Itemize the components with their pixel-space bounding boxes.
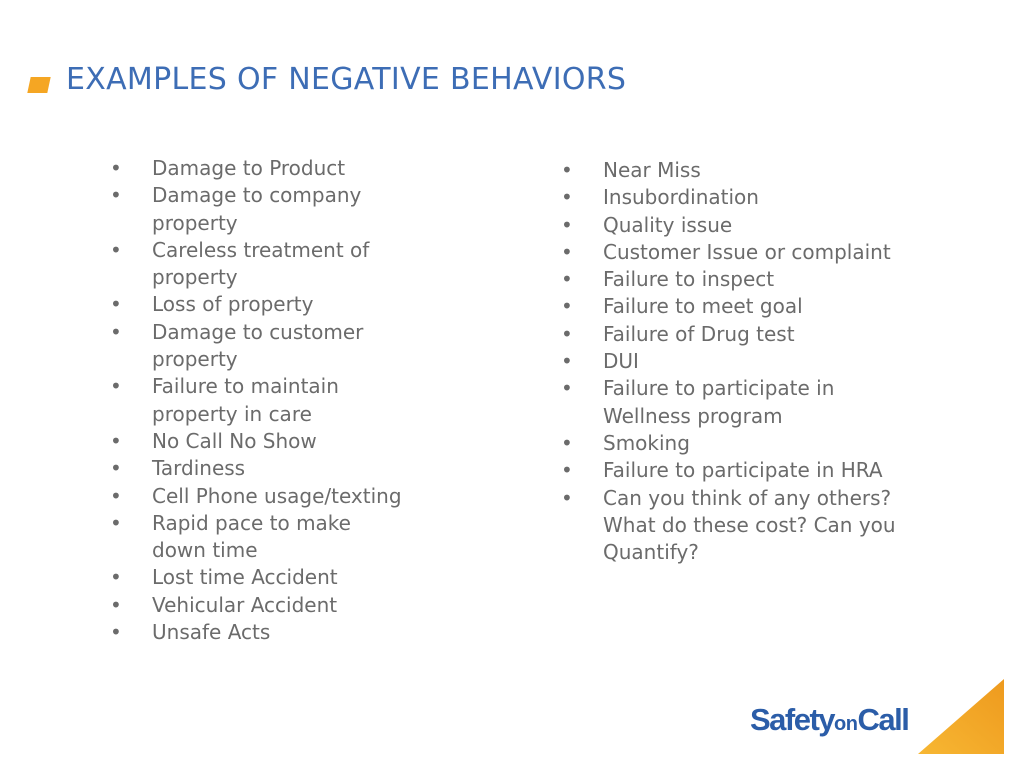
list-item-text: Quality issue (603, 212, 733, 237)
logo-text-safety: Safety (750, 702, 835, 737)
list-item (561, 321, 901, 348)
list-item-text: Careless treatment of property (152, 237, 370, 290)
list-item-text: Failure to maintain property in care (152, 374, 339, 426)
list-item (110, 483, 410, 510)
list-item-text: Tardiness (152, 456, 246, 481)
bullet-icon: • (110, 156, 122, 180)
list-item (561, 293, 901, 320)
right-bullet-list (561, 157, 901, 566)
list-item (561, 457, 901, 484)
bullet-icon: • (561, 239, 573, 264)
bullet-icon: • (110, 620, 122, 645)
list-item (110, 237, 410, 292)
list-item-text: Failure of Drug test (603, 321, 795, 346)
list-item (110, 455, 410, 482)
bullet-icon: • (561, 321, 573, 346)
bullet-icon: • (561, 376, 573, 401)
safetyoncall-logo (750, 704, 908, 735)
bullet-icon: • (561, 185, 573, 210)
list-item-text: Cell Phone usage/texting (152, 483, 402, 508)
list-item-text: Failure to inspect (603, 267, 775, 292)
list-item-text: Insubordination (603, 185, 759, 210)
bullet-icon: • (110, 592, 122, 617)
bullet-icon: • (110, 456, 122, 481)
bullet-icon: • (561, 294, 573, 319)
list-item-text: Failure to meet goal (603, 294, 803, 319)
bullet-icon: • (110, 183, 122, 208)
bullet-icon: • (110, 374, 122, 399)
list-item (110, 182, 410, 237)
bullet-icon: • (110, 319, 122, 344)
left-bullet-list (110, 155, 410, 646)
list-item-text: Rapid pace to make down time (152, 510, 351, 563)
list-item-text: Failure to participate in Wellness program (603, 376, 835, 428)
list-item (561, 485, 901, 567)
list-item-text: DUI (603, 349, 639, 374)
title-marker-icon (27, 77, 50, 93)
list-item (110, 155, 410, 182)
list-item-text: Failure to participate in HRA (603, 458, 883, 483)
list-item (561, 375, 901, 430)
list-item (561, 239, 901, 266)
list-item (561, 348, 901, 375)
list-item (110, 564, 410, 591)
logo-text-on: on (834, 713, 858, 735)
slide-title: EXAMPLES OF NEGATIVE BEHAVIORS (66, 62, 627, 97)
bullet-icon: • (561, 485, 573, 510)
corner-triangle-icon (918, 679, 1004, 754)
list-item (561, 184, 901, 211)
bullet-icon: • (561, 349, 573, 374)
list-item (561, 157, 901, 184)
list-item-text: Customer Issue or complaint (603, 239, 891, 264)
list-item-text: Unsafe Acts (152, 620, 271, 645)
list-item-text: Can you think of any others? What do these cost? Can you Quantify? (603, 485, 896, 565)
list-item (110, 319, 410, 374)
list-item (110, 619, 410, 646)
bullet-icon: • (110, 237, 122, 262)
bullet-icon: • (561, 430, 573, 455)
list-item-text: Lost time Accident (152, 565, 338, 590)
list-item-text: Near Miss (603, 158, 701, 182)
logo-text-call: Call (857, 702, 909, 737)
list-item-text: Damage to customer property (152, 319, 364, 372)
bullet-icon: • (110, 510, 122, 535)
bullet-icon: • (110, 483, 122, 508)
bullet-icon: • (561, 458, 573, 483)
list-item-text: Vehicular Accident (152, 592, 338, 617)
bullet-icon: • (110, 292, 122, 317)
bullet-icon: • (561, 212, 573, 237)
list-item (110, 428, 410, 455)
list-item-text: Smoking (603, 430, 690, 455)
bullet-icon: • (110, 565, 122, 590)
list-item (561, 430, 901, 457)
list-item (561, 212, 901, 239)
list-item (110, 373, 410, 428)
bullet-icon: • (561, 158, 573, 182)
list-item-text: No Call No Show (152, 428, 317, 453)
list-item (110, 510, 410, 565)
list-item-text: Damage to Product (152, 156, 346, 180)
list-item-text: Loss of property (152, 292, 314, 317)
list-item (110, 291, 410, 318)
bullet-icon: • (561, 267, 573, 292)
bullet-icon: • (110, 428, 122, 453)
list-item-text: Damage to company property (152, 183, 362, 235)
list-item (561, 266, 901, 293)
list-item (110, 592, 410, 619)
